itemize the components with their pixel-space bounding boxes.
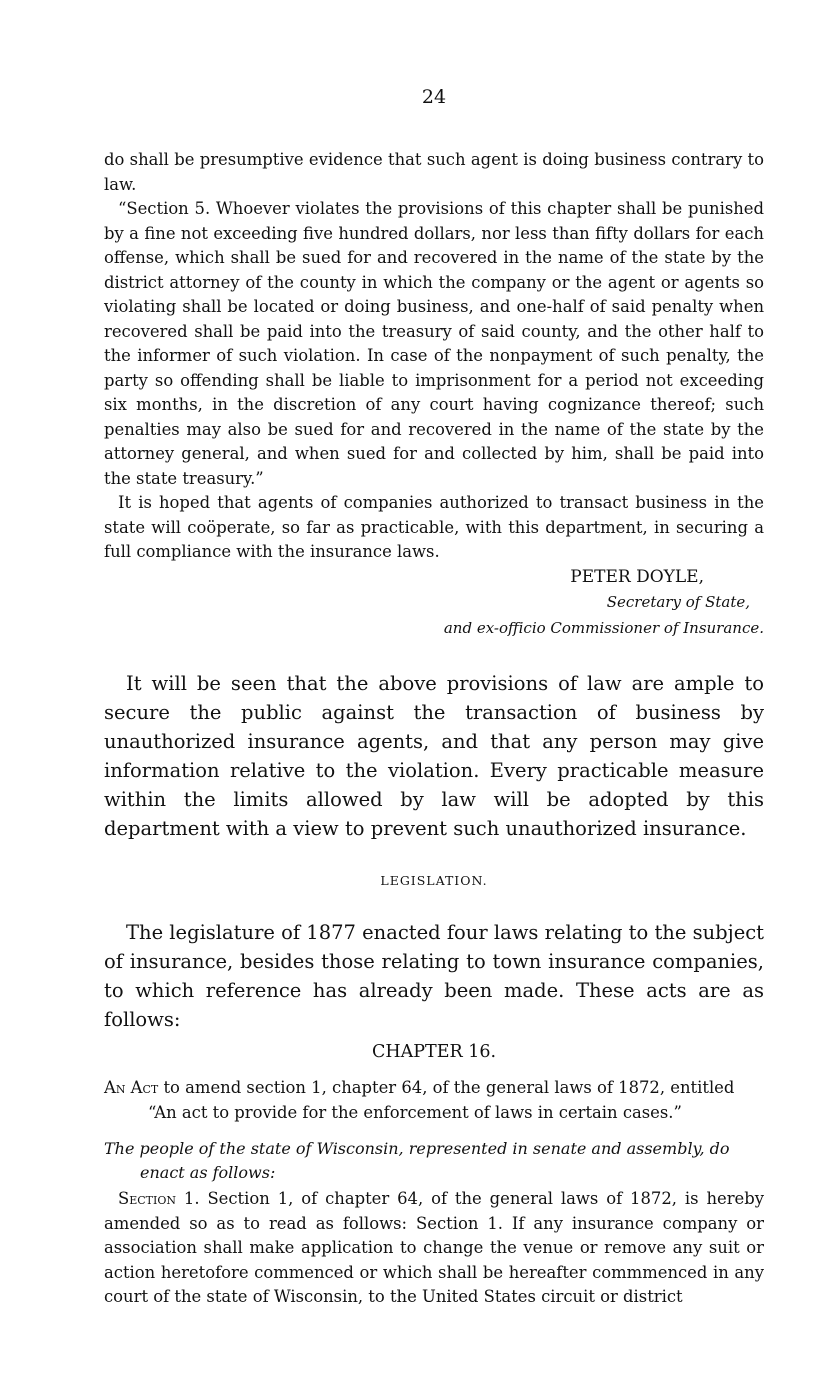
legislation-intro: The legislature of 1877 enacted four laws relating to the subject of insurance, besides those relating to town insurance companies, to which reference has already been made. These acts are as follows: [104, 921, 764, 1031]
page-number: 24 [421, 86, 447, 108]
act-text: to amend section 1, chapter 64, of the general laws of 1872, entitled “An act to provide for the enforcement of laws in certain cases.” [148, 1078, 735, 1122]
legislation-heading: LEGISLATION. [380, 873, 488, 888]
enacting-clause: The people of the state of Wisconsin, represented in senate and assembly, do enact as follows: [104, 1139, 730, 1182]
document-page [104, 86, 764, 1310]
section-body: Section 1, of chapter 64, of the general laws of 1872, is hereby amended so as to read as follows: Section 1. If any insurance company or association shall make application to change the venue or remove any suit or action heretofore commenced or which shall be hereafter commmenced in any court of the state of Wisconsin, to the United States circuit or district [104, 1189, 764, 1306]
commentary-paragraph: It will be seen that the above provisions of law are ample to secure the public against the transaction of business by unauthorized insurance agents, and that any person may give information relative to the violation. Every practicable measure within the limits allowed by law will be adopted by this department with a view to prevent such unauthorized insurance. [104, 672, 764, 840]
signature-line [104, 565, 764, 590]
signer-title-1: Secretary of State, [606, 593, 750, 611]
notice-hope-text: It is hoped that agents of companies authorized to transact business in the state will coöperate, so far as practicable, with this department, in securing a full compliance with the insurance laws. [104, 493, 764, 561]
notice-continued-paragraph: do shall be presumptive evidence that such agent is doing business contrary to law. [104, 150, 764, 194]
act-prefix: An Act [104, 1078, 159, 1097]
notice-hope-paragraph [104, 491, 764, 565]
section-1-text [104, 1187, 764, 1310]
signer-name: PETER DOYLE, [570, 566, 704, 587]
act-title [104, 1076, 764, 1125]
chapter-title: CHAPTER 16. [371, 1042, 497, 1062]
signer-title-2: and ex-officio Commissioner of Insurance. [443, 619, 764, 637]
notice-section-5: “Section 5. Whoever violates the provisions of this chapter shall be punished by a fine not exceeding five hundred dollars, nor less than fifty dollars for each offense, which shall be sued for and recovered in the name of the state by the district attorney of the county in which the company or the agent or agents so violating shall be located or doing business, and one-half of said penalty when recovered shall be paid into the treasury of said county, and the other half to the informer of such violation. In case of the nonpayment of such penalty, the party so offending shall be liable to imprisonment for a period not exceeding six months, in the discretion of any court having cognizance thereof; such penalties may also be sued for and recovered in the name of the state by the attorney general, and when sued for and collected by him, shall be paid into the state treasury.” [104, 199, 764, 488]
section-prefix: Section 1. [118, 1189, 200, 1208]
